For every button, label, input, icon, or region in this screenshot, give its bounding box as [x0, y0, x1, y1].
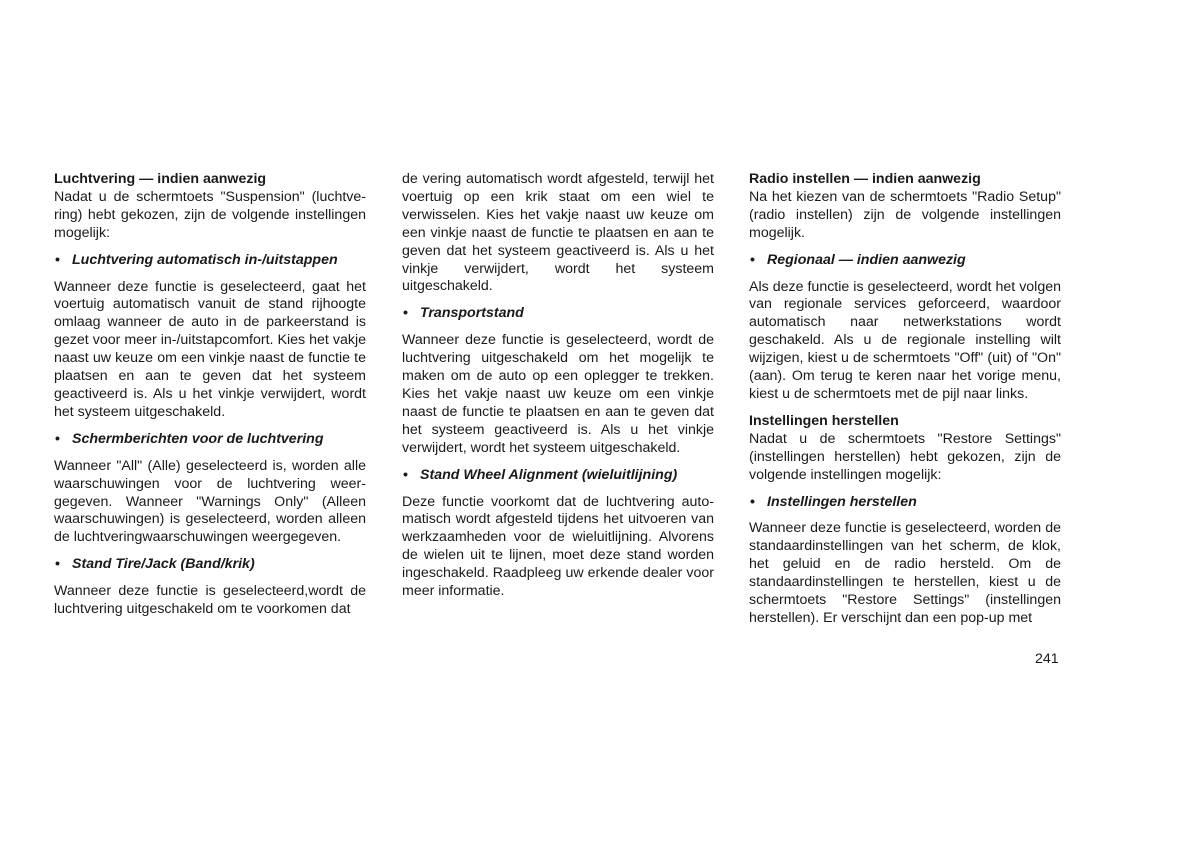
column-3 [749, 171, 1061, 628]
bullet-icon: • [55, 251, 60, 268]
bullet-heading-wheel-alignment [402, 467, 714, 485]
paragraph-instellingen-herstellen: Wanneer deze functie is geselecteerd, worden de standaardinstellingen van het scherm, de klok, het geluid en de radio hersteld. Om de standaardinstellingen te herstellen, kiest u de schermtoets "Restore Settings" (instellingen herstellen). Er verschijnt dan een pop-up met [749, 520, 1061, 626]
intro-paragraph-radio: Na het kiezen van de schermtoets "Radio Setup" (radio instellen) zijn de volgende instellingen mogelijk. [749, 188, 1061, 241]
bullet-icon: • [55, 556, 60, 573]
bullet-label: Luchtvering automatisch in-/uitstappen [72, 251, 338, 268]
paragraph-wheel-alignment: Deze functie voorkomt dat de luchtvering automatisch wordt afgesteld tijdens het uitvoeren van werkzaamheden voor de wieluitlijning. Alvorens de wielen uit te lijnen, moet deze stand worden ingeschakeld. Raadpleeg uw erkende dealer voor meer informatie. [402, 493, 714, 600]
bullet-label: Schermberichten voor de luchtvering [72, 430, 324, 447]
bullet-icon: • [403, 305, 408, 322]
bullet-heading-transportstand [402, 305, 714, 323]
bullet-heading-schermberichten [54, 431, 366, 449]
bullet-label: Stand Wheel Alignment (wieluitlijning) [420, 466, 678, 483]
paragraph-tire-jack: Wanneer deze functie is geselecteerd,wordt de luchtvering uitgeschakeld om te voorkomen dat [54, 583, 366, 618]
column-2 [402, 171, 714, 601]
column-1 [54, 171, 366, 619]
bullet-heading-regionaal [749, 252, 1061, 270]
intro-paragraph-instellingen: Nadat u de schermtoets "Restore Settings" (instellingen herstellen) hebt gekozen, zijn de volgende instellingen mogelijk: [749, 430, 1061, 483]
paragraph-regionaal: Als deze functie is geselecteerd, wordt het volgen van regionale services geforceerd, waardoor automatisch naar netwerkstations wordt geschakeld. Als u de regionale instelling wilt wijzigen, kiest u de schermtoets "Off" (uit) of "On" (aan). Om terug te keren naar het vorige menu, kiest u de schermtoets met de pijl naar links. [749, 278, 1061, 402]
paragraph-schermberichten: Wanneer "All" (Alle) geselecteerd is, worden alle waarschuwingen voor de luchtvering weergegeven. Wanneer "Warnings Only" (Alleen waarschuwingen) is geselecteerd, worden alleen de luchtveringwaarschuwingen weergegeven. [54, 457, 366, 546]
bullet-label: Transportstand [420, 305, 524, 322]
bullet-icon: • [750, 251, 755, 268]
bullet-icon: • [403, 466, 408, 483]
bullet-label: Regionaal — indien aanwezig [767, 251, 966, 268]
section-heading-radio: Radio instellen — indien aanwezig [749, 171, 981, 187]
bullet-label: Stand Tire/Jack (Band/krik) [72, 556, 255, 573]
section-heading-luchtvering: Luchtvering — indien aanwezig [54, 171, 267, 187]
bullet-label: Instellingen herstellen [767, 493, 917, 510]
paragraph-instappen: Wanneer deze functie is geselecteerd, gaat het voertuig automatisch vanuit de stand rijhoogte omlaag wanneer de auto in de parkeerstand is gezet voor meer in-/uitstapcomfort. Kies het vakje naast uw keuze om een vinkje naast de functie te plaatsen en aan te geven dat het systeem geactiveerd is. Als u het vinkje verwijdert, wordt het systeem uitgeschakeld. [54, 278, 366, 420]
section-heading-instellingen: Instellingen herstellen [749, 412, 899, 429]
bullet-heading-tire-jack [54, 556, 366, 574]
bullet-heading-instellingen-herstellen [749, 494, 1061, 512]
intro-paragraph: Nadat u de schermtoets "Suspension" (luchtvering) hebt gekozen, zijn de volgende instellingen mogelijk: [54, 188, 366, 241]
bullet-icon: • [55, 430, 60, 447]
bullet-heading-instappen [54, 252, 366, 270]
page-number: 241 [1035, 651, 1059, 667]
paragraph-transportstand: Wanneer deze functie is geselecteerd, wordt de luchtvering uitgeschakeld om het mogelijk te maken om de auto op een oplegger te trekken. Kies het vakje naast uw keuze om een vinkje naast de functie te plaatsen en aan te geven dat het systeem geactiveerd is. Als u het vinkje verwijdert, wordt het systeem uitgeschakeld. [402, 332, 714, 456]
paragraph-continued: de vering automatisch wordt afgesteld, terwijl het voertuig op een krik staat om een wiel te verwisselen. Kies het vakje naast uw keuze om een vinkje naast de functie te plaatsen en aan te geven dat het systeem geactiveerd is. Als u het vinkje verwijdert, wordt het systeem uitgeschakeld. [402, 171, 714, 295]
bullet-icon: • [750, 493, 755, 510]
